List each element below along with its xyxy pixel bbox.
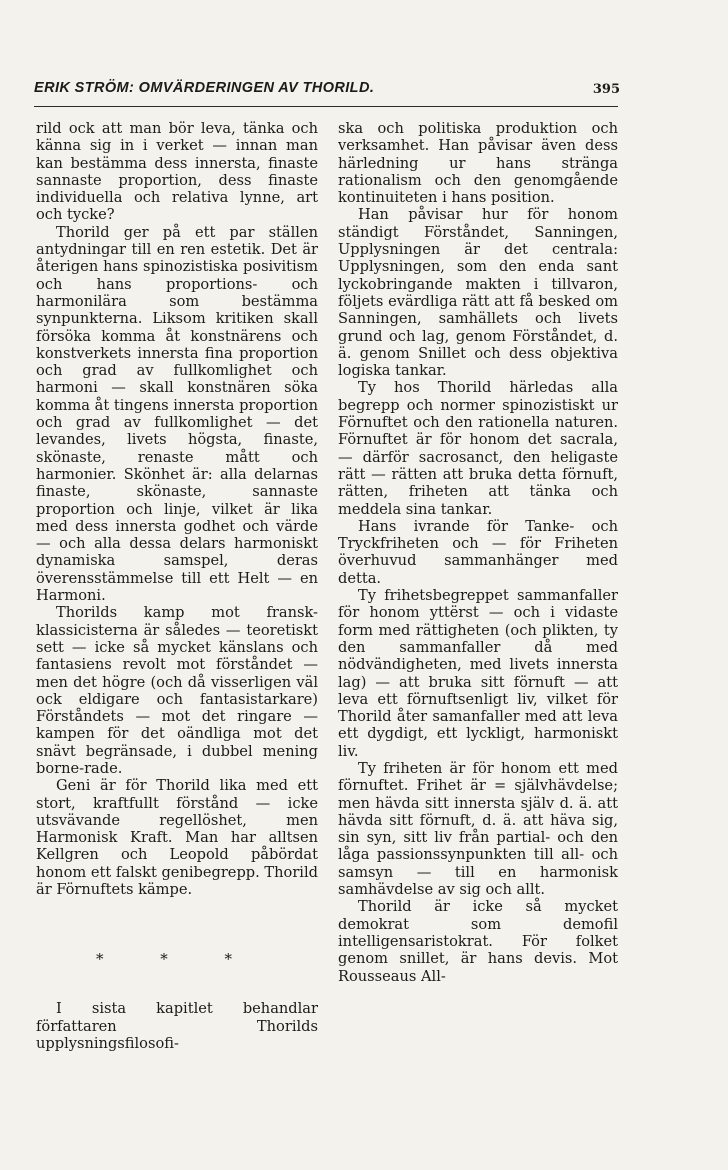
- running-title: ERIK STRÖM: OMVÄRDERINGEN AV THORILD.: [34, 80, 375, 96]
- paragraph: I sista kapitlet behandlar författaren Thorilds upplysningsfilosofi-: [36, 1000, 318, 1052]
- paragraph: Hans ivrande för Tanke- och Tryckfriheten och — för Friheten överhuvud sammanhänger med detta.: [338, 517, 618, 587]
- paragraph: Han påvisar hur för honom ständigt Förståndet, Sanningen, Upplysningen är det centrala: Upplysningen, som den enda sant lyckobringande makten i tillvaron, följets evärdliga rätt att få besked om Sanningen, samhällets och livets grund och lag, genom Förståndet, d. ä. genom Snillet och dess objektiva logiska tankar.: [338, 206, 618, 380]
- paragraph: rild ock att man bör leva, tänka och känna sig in i verket — innan man kan bestämma dess innersta, finaste sannaste proportion, dess finaste individuella och relativa lynne, art och tycke?: [36, 120, 318, 224]
- paragraph: Ty friheten är för honom ett med förnuftet. Frihet är = självhävdelse; men hävda sitt innersta själv d. ä. att hävda sitt förnuft, d. ä. att häva sig, sin syn, sitt liv från partial- och den låga passionssynpunkten till all- och samsyn — till en harmonisk samhävdelse av sig och allt.: [338, 759, 618, 899]
- paragraph: Ty frihetsbegreppet sammanfaller för honom yttërst — och i vidaste form med rättigheten (och plikten, ty den sammanfaller då med nödvändigheten, med livets innersta lag) — att bruka sitt förnuft — att leva ett förnuftsenligt liv, vilket för Thorild åter samanfaller med att leva ett dygdigt, ett lyckligt, harmoniskt liv.: [338, 587, 618, 760]
- right-column: [338, 120, 618, 985]
- page-number: 395: [592, 82, 620, 97]
- header-rule: [34, 106, 618, 107]
- paragraph: ska och politiska produktion och verksamhet. Han påvisar även dess härledning ur hans stränga rationalism och den genomgående kontinuiteten i hans position.: [338, 120, 618, 207]
- paragraph: Thorild ger på ett par ställen antydningar till en ren estetik. Det är återigen hans spinozistiska posivitism och hans proportions- och harmonilära som bestämma synpunkterna. Liksom kritiken skall försöka komma åt konstnärens och konstverkets innersta fina proportion och grad av fullkomlighet och harmoni — skall konstnären söka komma åt tingens innersta proportion och grad av fullkomlighet — det levandes, livets högsta, finaste, skönaste, renaste mått och harmonier. Skönhet är: alla delarnas finaste, skönaste, sannaste proportion och linje, vilket är lika med dess innersta godhet och värde — och alla dessa delars harmoniskt dynamiska samspel, deras överensstämmelse till ett Helt — en Harmoni.: [36, 223, 318, 605]
- paragraph: Ty hos Thorild härledas alla begrepp och normer spinozistiskt ur Förnuftet och den rationella naturen. Förnuftet är för honom det sacrala, — därför sacrosanct, den heligaste rätt — rätten att bruka detta förnuft, rätten, friheten att tänka och meddela sina tankar.: [338, 379, 618, 518]
- paragraph: Geni är för Thorild lika med ett stort, kraftfullt förstånd — icke utsvävande regellöshet, men Harmonisk Kraft. Man har alltsen Kellgren och Leopold påbördat honom ett falskt genibegrepp. Thorild är Förnuftets kämpe.: [36, 777, 318, 899]
- section-break-ornament: * * *: [95, 950, 259, 969]
- paragraph: Thorilds kamp mot fransk-klassicisterna är således — teoretiskt sett — icke så mycket känslans och fantasiens revolt mot förståndet — men det högre (och då visserligen väl ock eldigare och fantasistarkare) Förståndets — mot det ringare — kampen för det oändliga mot det snävt begränsade, i dubbel mening borne-rade.: [36, 604, 318, 777]
- page-header: [34, 80, 620, 100]
- paragraph: Thorild är icke så mycket demokrat som demofil intelligensaristokrat. För folket genom snillet, är hans devis. Mot Rousseaus All-: [338, 898, 618, 985]
- left-column: [36, 120, 318, 1052]
